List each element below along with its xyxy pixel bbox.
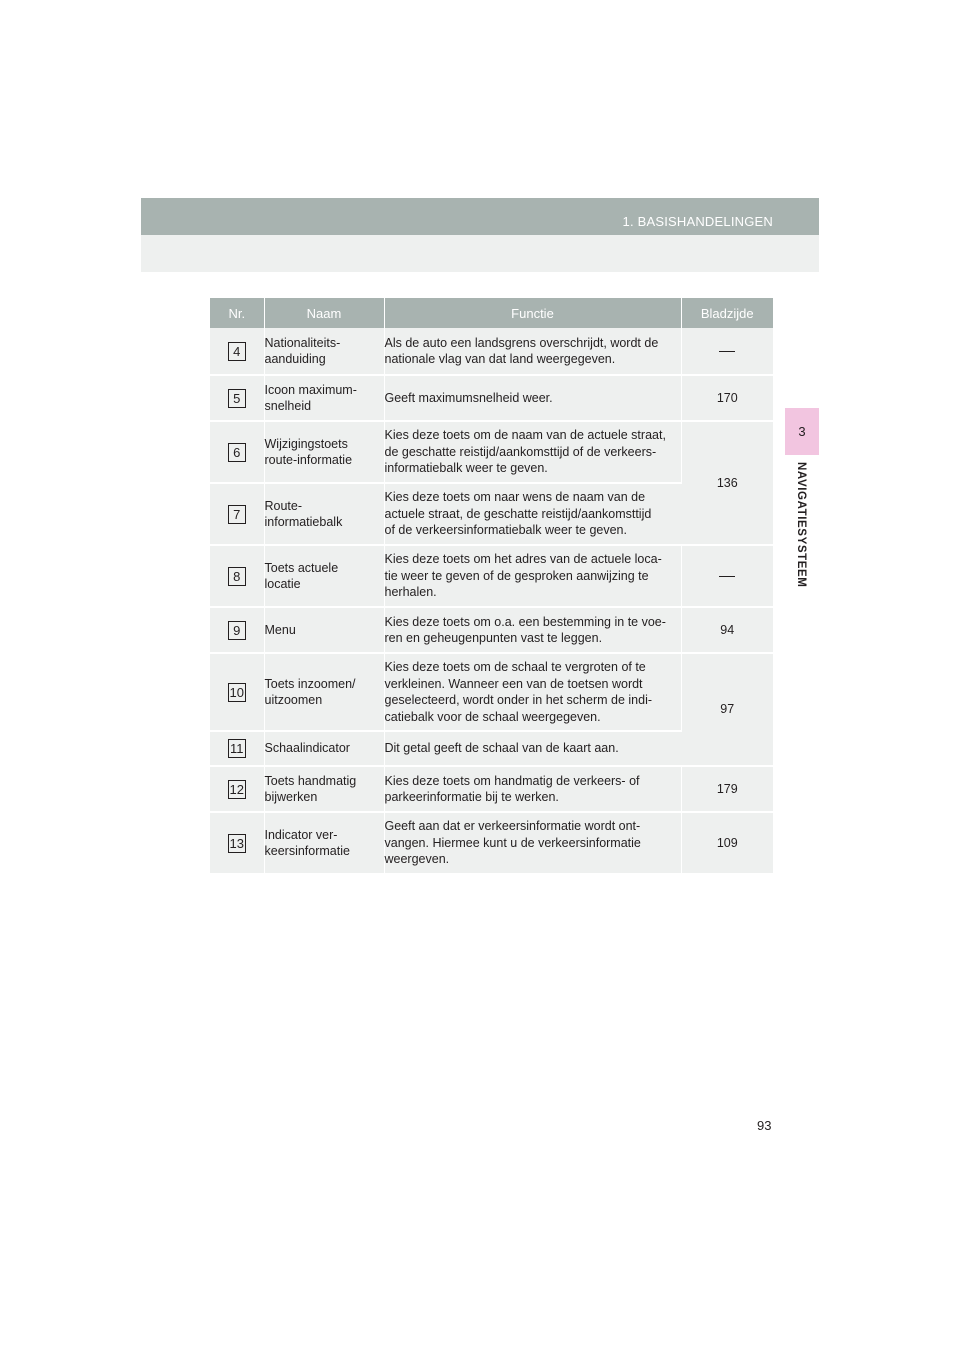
row-function-line: de geschatte reistijd/aankomsttijd of de verkeers-: [384, 444, 657, 459]
row-function-line: verkleinen. Wanneer een van de toetsen wordt: [384, 676, 643, 691]
row-function-line: herhalen.: [384, 585, 437, 600]
column-header-bladzijde: Bladzijde: [681, 298, 773, 328]
row-name-line: Toets handmatig: [264, 773, 357, 788]
column-header-naam: Naam: [264, 298, 384, 328]
column-header-functie: Functie: [384, 298, 681, 328]
row-number: 9: [228, 621, 246, 640]
row-name-line: route-informatie: [264, 453, 353, 467]
row-name-line: keersinformatie: [264, 844, 350, 858]
row-name-line: uitzoomen: [264, 693, 323, 707]
row-name-line: Nationaliteits-: [264, 335, 341, 350]
table-row: [210, 812, 773, 874]
row-number: 13: [229, 835, 244, 851]
row-function-line: Geeft aan dat er verkeersinformatie wordt ont-: [384, 819, 641, 834]
row-function-line: Als de auto een landsgrens overschrijdt, wordt de: [384, 335, 659, 350]
row-function-line: nationale vlag van dat land weergegeven.: [384, 352, 616, 366]
row-function-line: catiebalk voor de schaal weergegeven.: [384, 709, 601, 724]
row-name-line: Schaalindicator: [264, 741, 350, 756]
row-page: 170: [681, 375, 773, 421]
section-title: 1. BASISHANDELINGEN: [622, 214, 773, 229]
header-band: [141, 198, 819, 235]
row-name-line: Route-: [264, 498, 303, 513]
row-function-line: informatiebalk weer te geven.: [384, 461, 548, 476]
row-function-line: parkeerinformatie bij te werken.: [384, 790, 559, 804]
row-number: 4: [228, 342, 246, 361]
row-name-line: bijwerken: [264, 790, 318, 804]
table-row: [210, 607, 773, 653]
row-number: 11: [228, 739, 246, 758]
row-name-line: Wijzigingstoets: [264, 436, 348, 451]
row-function-line: geselecteerd, wordt onder in het scherm de indi-: [384, 693, 653, 707]
row-function-line: Kies deze toets om o.a. een bestemming in te voe-: [384, 614, 666, 629]
table-row: [210, 653, 773, 731]
row-name-line: Icoon maximum-: [264, 382, 357, 397]
row-name-line: snelheid: [264, 399, 312, 413]
table-row: [210, 421, 773, 483]
column-header-nr: Nr.: [210, 298, 264, 328]
row-function-line: tie weer te geven of de gesproken aanwijzing te: [384, 568, 649, 583]
row-function-line: Kies deze toets om handmatig de verkeers- of: [384, 773, 640, 788]
table-row: [210, 766, 773, 812]
row-function-line: Kies deze toets om naar wens de naam van de: [384, 490, 646, 505]
row-function-line: Geeft maximumsnelheid weer.: [384, 390, 553, 405]
row-number: 7: [228, 505, 246, 524]
row-page: 109: [681, 812, 773, 874]
row-function-line: Kies deze toets om de naam van de actuele straat,: [384, 428, 666, 443]
table-header-row: [210, 298, 773, 328]
chapter-label: NAVIGATIESYSTEEM: [795, 462, 807, 588]
row-page: 94: [681, 607, 773, 653]
row-page: 136: [681, 421, 773, 545]
no-page-dash: [719, 351, 735, 352]
chapter-side-label: [785, 462, 819, 602]
row-function-line: of de verkeersinformatiebalk weer te geven.: [384, 523, 627, 538]
row-number: 10: [229, 684, 244, 700]
row-function-line: Dit getal geeft de schaal van de kaart aan.: [384, 741, 619, 756]
row-name-line: locatie: [264, 577, 301, 591]
header-sub-band: [141, 235, 819, 272]
table-row: [210, 545, 773, 607]
row-number: 6: [228, 443, 246, 462]
row-name-line: informatiebalk: [264, 515, 343, 529]
table-row: [210, 328, 773, 375]
row-function-line: actuele straat, de geschatte reistijd/aankomsttijd: [384, 506, 652, 521]
row-name-line: Menu: [264, 622, 296, 637]
no-page-dash: [719, 576, 735, 577]
row-function-line: Kies deze toets om het adres van de actuele loca-: [384, 552, 662, 567]
row-name-line: Toets actuele: [264, 560, 339, 575]
row-page: 179: [681, 766, 773, 812]
row-function-line: ren en geheugenpunten vast te leggen.: [384, 631, 603, 645]
row-number: 12: [229, 781, 244, 797]
function-table: [210, 298, 773, 875]
row-number: 8: [228, 567, 246, 586]
row-name-line: aanduiding: [264, 352, 326, 366]
page-number: 93: [757, 1118, 772, 1133]
row-function-line: vangen. Hiermee kunt u de verkeersinformatie: [384, 835, 641, 850]
table-row: [210, 375, 773, 421]
row-name-line: Toets inzoomen/: [264, 676, 356, 691]
row-function-line: weergeven.: [384, 852, 450, 867]
chapter-number-tab: 3: [785, 408, 819, 455]
row-function-line: Kies deze toets om de schaal te vergroten of te: [384, 660, 646, 674]
row-name-line: Indicator ver-: [264, 827, 338, 842]
row-page: 97: [681, 653, 773, 766]
row-number: 5: [228, 389, 246, 408]
